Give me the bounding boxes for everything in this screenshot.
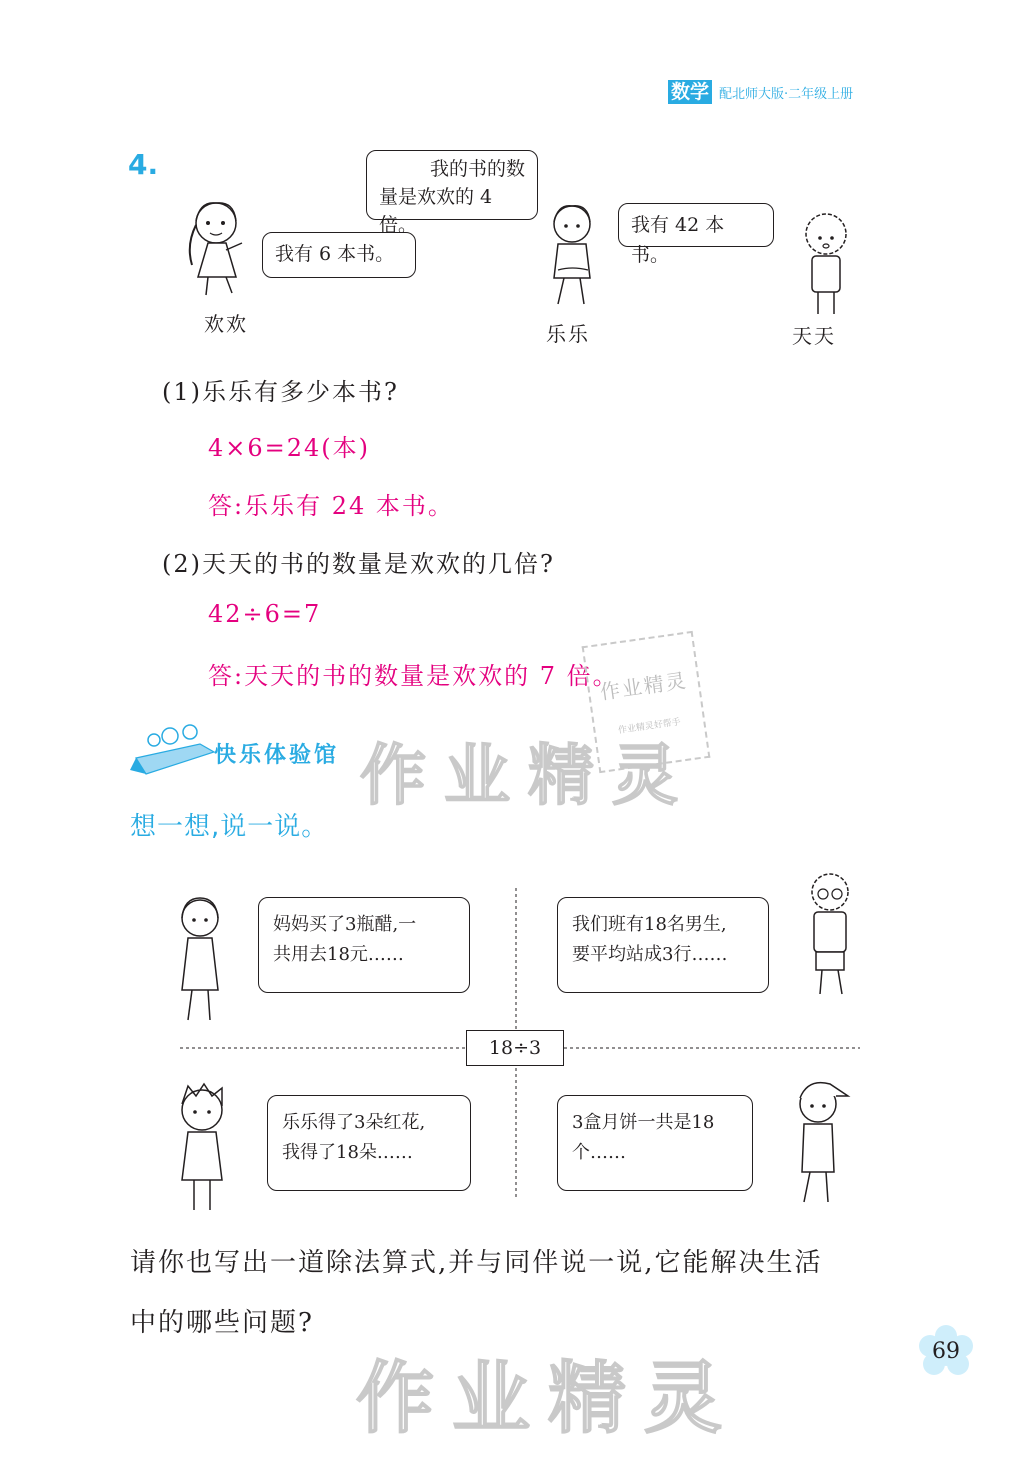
section-title: 快乐体验馆 — [214, 743, 340, 768]
stamp-text: 作业精灵 — [598, 668, 690, 705]
speech-bubble-lele — [366, 150, 538, 236]
scenario-bubble-1 — [258, 897, 470, 993]
closing-line2: 中的哪些问题? — [130, 1308, 314, 1338]
name-tiantian: 天天 — [792, 324, 836, 348]
name-lele: 乐乐 — [546, 322, 590, 346]
scenario1-line1: 妈妈买了3瓶醋,一 — [273, 914, 417, 935]
speech-huanhuan: 我有 6 本书。 — [275, 243, 395, 265]
boy-lele-illustration — [540, 200, 610, 312]
question-number: 4. — [128, 148, 159, 181]
part2-answer: 答:天天的书的数量是欢欢的 7 倍。 — [208, 662, 619, 690]
speech-tiantian: 我有 42 本书。 — [631, 214, 725, 266]
scenario3-line1: 乐乐得了3朵红花, — [282, 1112, 426, 1133]
part1-formula: 4×6=24(本) — [208, 434, 371, 462]
scenario-bubble-3 — [267, 1095, 471, 1191]
speech-lele-line1: 我的书的数 — [429, 158, 525, 180]
name-huanhuan: 欢欢 — [204, 312, 248, 336]
pencil-banner-icon — [130, 718, 220, 780]
speech-lele-line2: 量是欢欢的 4 倍。 — [379, 186, 493, 236]
part1-answer: 答:乐乐有 24 本书。 — [208, 492, 454, 520]
page-number: 69 — [932, 1339, 960, 1364]
watermark-text-upper: 作业精灵 — [360, 737, 696, 814]
boy-bottom-left-illustration — [168, 1080, 242, 1218]
scenario1-line2: 共用去18元…… — [273, 944, 404, 965]
scenario-bubble-2 — [557, 897, 769, 993]
part2-formula: 42÷6=7 — [208, 600, 322, 628]
scenario3-line2: 我得了18朵…… — [282, 1142, 413, 1163]
girl-top-left-illustration — [170, 890, 232, 1028]
stamp-subtext: 作业精灵好帮手 — [617, 717, 682, 737]
subject-label: 数学 — [668, 80, 712, 104]
scenario4-line1: 3盒月饼一共是18 — [572, 1112, 715, 1133]
scenario2-line2: 要平均站成3行…… — [572, 944, 728, 965]
part1-question: (1)乐乐有多少本书? — [162, 378, 399, 406]
page-header — [668, 80, 853, 104]
girl-huanhuan-illustration — [178, 195, 258, 303]
center-formula-box — [466, 1030, 564, 1066]
boy-top-right-illustration — [798, 868, 862, 1002]
watermark-text-lower: 作业精灵 — [356, 1354, 741, 1444]
boy-tiantian-illustration — [796, 208, 860, 320]
center-formula: 18÷3 — [488, 1037, 542, 1059]
part2-question: (2)天天的书的数量是欢欢的几倍? — [162, 550, 555, 578]
edition-label: 配北师大版·二年级上册 — [719, 87, 854, 102]
think-prompt: 想一想,说一说。 — [130, 812, 329, 842]
speech-bubble-tiantian — [618, 203, 774, 266]
scenario-bubble-4 — [557, 1095, 753, 1191]
scenario4-line2: 个…… — [572, 1142, 626, 1163]
closing-line1: 请你也写出一道除法算式,并与同伴说一说,它能解决生活 — [130, 1248, 823, 1278]
scenario2-line1: 我们班有18名男生, — [572, 914, 727, 935]
boy-cap-bottom-right-illustration — [786, 1072, 852, 1210]
